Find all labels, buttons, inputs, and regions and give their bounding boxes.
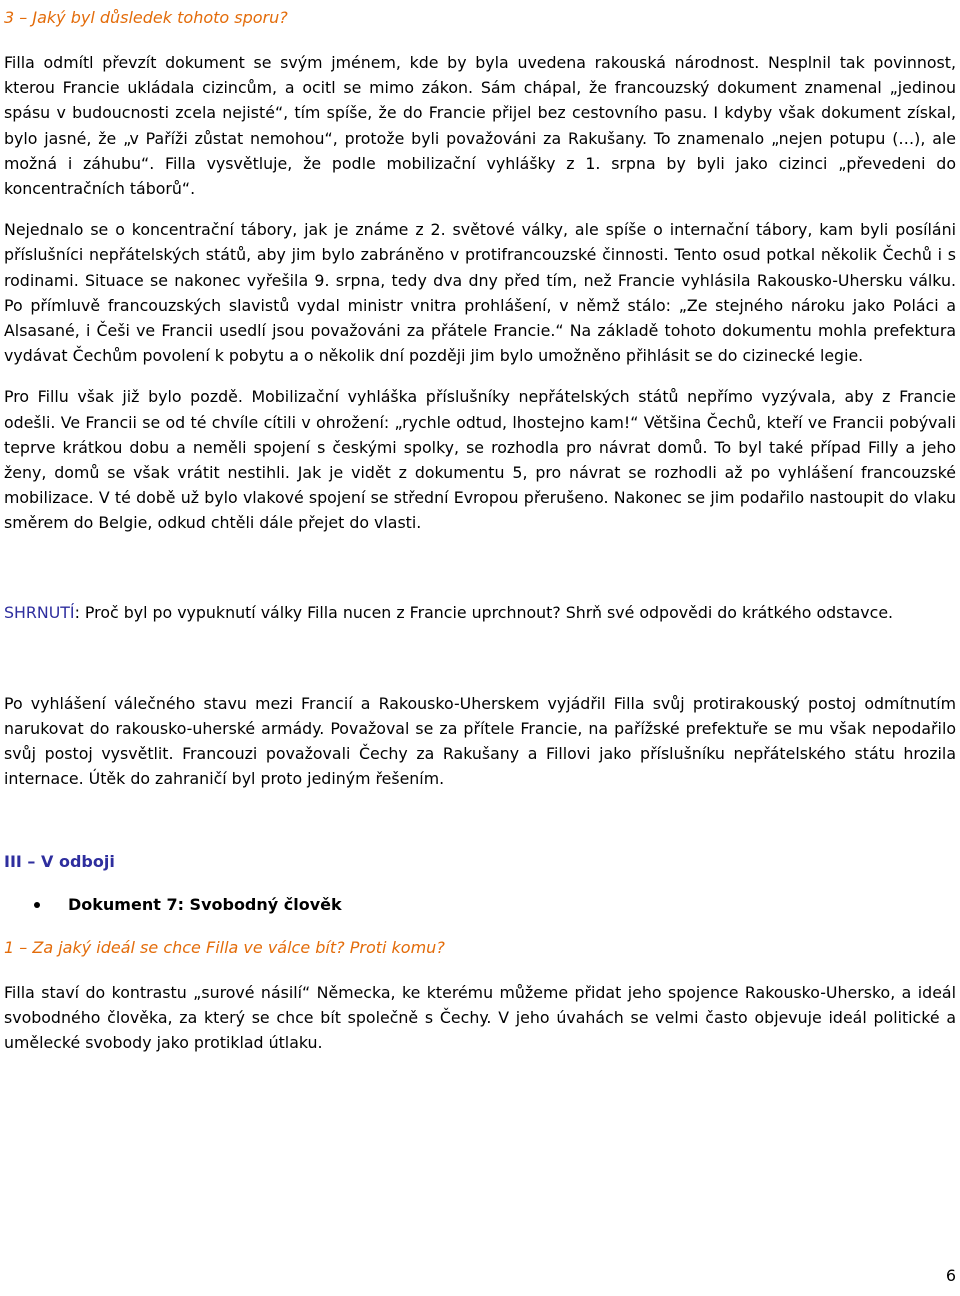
paragraph-5: Filla staví do kontrastu „surové násilí“ Německa, ke kterému můžeme přidat jeho spojence Rakousko-Uhersko, a ideál svobodného člověka, za který se chce bít společně s Čechy. V jeho úvahách se velmi často objevuje ideál politické a umělecké svobody jako protiklad útlaku. — [4, 982, 956, 1053]
document-page — [4, 0, 956, 1055]
summary-colon: : — [74, 602, 85, 622]
summary-label: SHRNUTÍ — [4, 602, 75, 622]
question-heading-3: 3 – Jaký byl důsledek tohoto sporu? — [4, 8, 288, 27]
page-number: 6 — [945, 1266, 956, 1285]
question-heading-1: 1 – Za jaký ideál se chce Filla ve válce bít? Proti komu? — [4, 937, 445, 957]
bullet-label: Dokument 7: Svobodný člověk — [68, 894, 342, 914]
bullet-dot-icon — [34, 902, 40, 908]
paragraph-4: Po vyhlášení válečného stavu mezi Francií a Rakousko-Uherskem vyjádřil Filla svůj protirakouský postoj odmítnutím narukovat do rakousko-uherské armády. Považoval se za přítele Francie, na pařížské prefektuře se mu však nepodařilo svůj postoj vysvětlit. Francouzi považovali Čechy za Rakušany a Fillovi jako příslušníku nepřátelského státu hrozila internace. Útěk do zahraničí byl proto jediným řešením. — [4, 693, 956, 789]
summary-text: Proč byl po vypuknutí války Filla nucen z Francie uprchnout? Shrň své odpovědi do krátkého odstavce. — [84, 602, 894, 622]
summary-paragraph — [4, 600, 956, 625]
paragraph-2: Nejednalo se o koncentrační tábory, jak je známe z 2. světové války, ale spíše o internační tábory, kam byli posíláni příslušníci nepřátelských států, aby jim bylo zabráněno v protifrancouzské činnosti. Tento osud potkal několik Čechů i s rodinami. Situace se nakonec vyřešila 9. srpna, tedy dva dny před tím, než Francie vyhlásila Rakousko-Uhersku válku. Po přímluvě francouzských slavistů vydal ministr vnitra prohlášení, v němž stálo: „Ze stejného nároku jako Poláci a Alsasané, i Češi ve Francii usedlí jsou považováni za přátele Francie.“ Na základě tohoto dokumentu mohla prefektura vydávat Čechům povolení k pobytu a o několik dní později jim bylo umožněno přihlásit se do cizinecké legie. — [4, 220, 956, 366]
paragraph-3: Pro Fillu však již bylo pozdě. Mobilizační vyhláška příslušníky nepřátelských států nepřímo vyzývala, aby z Francie odešli. Ve Francii se od té chvíle cítili v ohrožení: „rychle odtud, lhostejno kam!“ Většina Čechů, kteří ve Francii pobývali teprve krátkou dobu a neměli spojení s českými spolky, se rozhodla pro návrat domů. To byl také případ Filly a jeho ženy, domů se však vrátit nestihli. Jak je vidět z dokumentu 5, pro návrat se rozhodli až po vyhlášení francouzské mobilizace. V té době už bylo vlakové spojení se střední Evropou přerušeno. Nakonec se jim podařilo nastoupit do vlaku směrem do Belgie, odkud chtěli dále přejet do vlasti. — [4, 387, 956, 533]
paragraph-1: Filla odmítl převzít dokument se svým jménem, kde by byla uvedena rakouská národnost. Nesplnil tak povinnost, kterou Francie ukládala cizincům, a ocitl se mimo zákon. Sám chápal, že francouzský dokument znamenal „jedinou spásu v budoucnosti zcela nejisté“, tím spíše, že do Francie přijel bez cestovního pasu. I kdyby však dokument získal, bylo jasné, že „v Paříži zůstat nemohou“, protože byli považováni za Rakušany. To znamenalo „nejen potupu (…), ale možná i záhubu“. Filla vysvětluje, že podle mobilizační vyhlášky z 1. srpna by byli jako cizinci „převedeni do koncentračních táborů“. — [4, 53, 956, 199]
section-title: III – V odboji — [4, 851, 115, 871]
bullet-item-document-7 — [4, 893, 956, 917]
